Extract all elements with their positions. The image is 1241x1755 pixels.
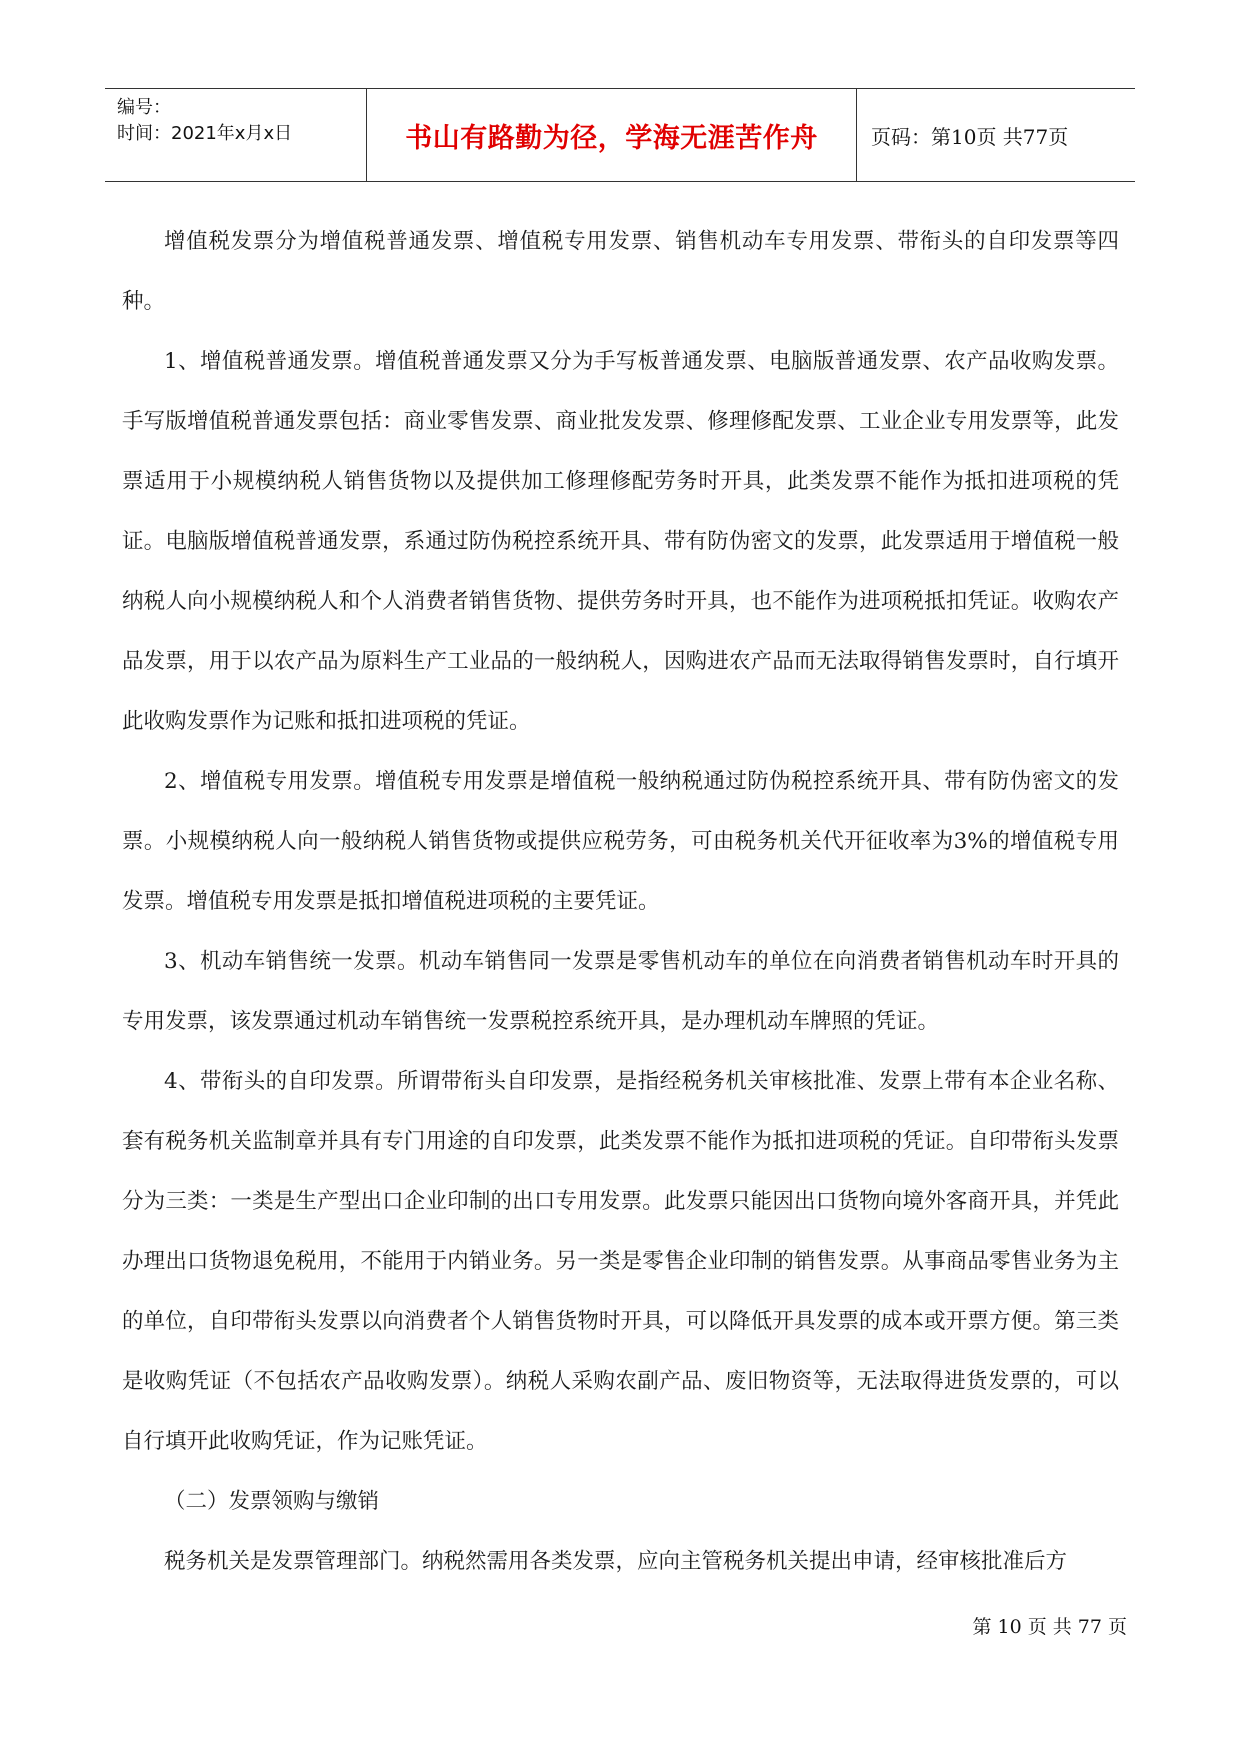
paragraph-tax-authority: 税务机关是发票管理部门。纳税然需用各类发票，应向主管税务机关提出申请，经审核批准后方: [164, 1549, 1068, 1574]
paragraph-intro: 增值税发票分为增值税普通发票、增值税专用发票、销售机动车专用发票、带衔头的自印发票等四种。: [122, 229, 1119, 314]
page-footer: 第 10 页 共 77 页: [972, 1616, 1127, 1638]
header-page-label: 页码：第10页 共77页: [871, 124, 1069, 149]
document-body: [122, 212, 1119, 1592]
paragraph-ordinary-invoice: 1、增值税普通发票。增值税普通发票又分为手写板普通发票、电脑版普通发票、农产品收购发票。手写版增值税普通发票包括：商业零售发票、商业批发发票、修理修配发票、工业企业专用发票等，此发票适用于小规模纳税人销售货物以及提供加工修理修配劳务时开具，此类发票不能作为抵扣进项税的凭证。电脑版增值税普通发票，系通过防伪税控系统开具、带有防伪密文的发票，此发票适用于增值税一般纳税人向小规模纳税人和个人消费者销售货物、提供劳务时开具，也不能作为进项税抵扣凭证。收购农产品发票，用于以农产品为原料生产工业品的一般纳税人，因购进农产品而无法取得销售发票时，自行填开此收购发票作为记账和抵扣进项税的凭证。: [122, 349, 1119, 734]
paragraph-self-printed-invoice: 4、带衔头的自印发票。所谓带衔头自印发票，是指经税务机关审核批准、发票上带有本企业名称、套有税务机关监制章并具有专门用途的自印发票，此类发票不能作为抵扣进项税的凭证。自印带衔头发票分为三类：一类是生产型出口企业印制的出口专用发票。此发票只能因出口货物向境外客商开具，并凭此办理出口货物退免税用，不能用于内销业务。另一类是零售企业印制的销售发票。从事商品零售业务为主的单位，自印带衔头发票以向消费者个人销售货物时开具，可以降低开具发票的成本或开票方便。第三类是收购凭证（不包括农产品收购发票）。纳税人采购农副产品、废旧物资等，无法取得进货发票的，可以自行填开此收购凭证，作为记账凭证。: [122, 1069, 1119, 1454]
paragraph-special-invoice: 2、增值税专用发票。增值税专用发票是增值税一般纳税通过防伪税控系统开具、带有防伪密文的发票。小规模纳税人向一般纳税人销售货物或提供应税劳务，可由税务机关代开征收率为3%的增值税专用发票。增值税专用发票是抵扣增值税进项税的主要凭证。: [122, 769, 1119, 914]
header-motto: 书山有路勤为径，学海无涯苦作舟: [367, 89, 857, 181]
document-number-label: 编号：: [117, 97, 171, 118]
header-meta: [105, 89, 367, 181]
section-heading: （二）发票领购与缴销: [164, 1489, 380, 1514]
paragraph-vehicle-invoice: 3、机动车销售统一发票。机动车销售同一发票是零售机动车的单位在向消费者销售机动车时开具的专用发票，该发票通过机动车销售统一发票税控系统开具，是办理机动车牌照的凭证。: [122, 949, 1119, 1034]
page-header: [105, 88, 1135, 182]
document-time-label: 时间：2021年x月x日: [117, 123, 293, 144]
